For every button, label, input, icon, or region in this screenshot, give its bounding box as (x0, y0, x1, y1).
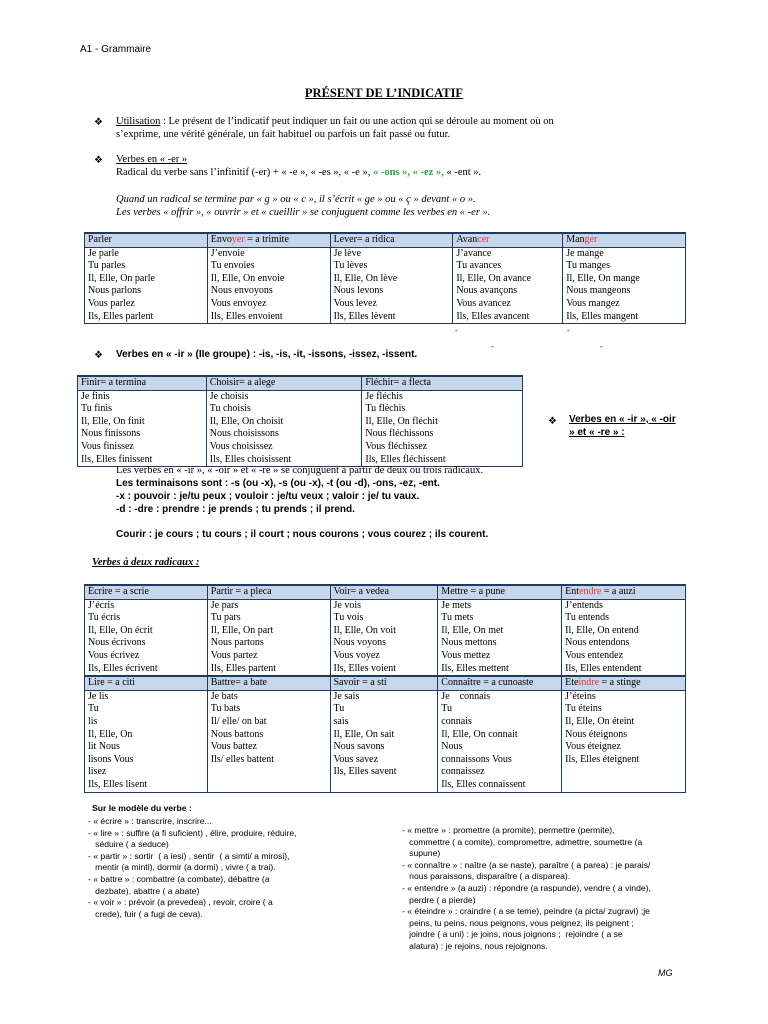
table-header-cell: Envoyer = a trimite (207, 233, 330, 247)
conjugation-line: Je fléchis (365, 390, 403, 402)
conjugation-line: Tu vois (333, 612, 364, 624)
conjugation-line: Il, Elle, On choisit (209, 415, 284, 427)
rule-line-5: Courir : je cours ; tu cours ; il court ; nous courons ; vous courez ; ils courent. (116, 529, 489, 540)
footnote-line: dezbate), abattre ( a abate) (88, 885, 200, 896)
conjugation-line: Il, Elle, On envoie (210, 272, 285, 284)
conjugation-line: Il, Elle, On mange (566, 272, 640, 284)
conjugation-line: Vous avancez (456, 297, 511, 309)
conjugation-line: Il, Elle, On lève (333, 272, 398, 284)
conjugation-line: Tu manges (566, 260, 610, 272)
conjugation-line: Je parle (88, 247, 119, 259)
footnote-line: peins, tu peins, nous peignons, vous peignez, ils peignent ; (402, 917, 634, 928)
conjugation-line: J’avance (456, 247, 492, 259)
conjugation-line: Il, Elle, On écrit (88, 624, 153, 636)
table-column-cell: Je lis Tu lis Il, Elle, On lit Nous lisons Vous lisez Ils, Elles lisent (85, 690, 208, 792)
conjugation-line: Je lève (333, 247, 362, 259)
footnote-line: supune) (402, 848, 441, 859)
footnote-line: - « partir » : sortir ( a iesi) , sentir ( a simti/ a mirosi), (88, 850, 290, 861)
conjugation-line: Tu fléchis (365, 403, 406, 415)
rule-line-4: -d : -dre : prendre : je prends ; tu prends ; il prend. (116, 504, 355, 515)
footnote-line: - « voir » : prévoir (a prevedea) , revoir, croire ( a (88, 897, 273, 908)
conjugation-line: Il, Elle, On parle (88, 272, 155, 284)
table-column-cell (78, 390, 207, 467)
footnote-line: crede), fuir ( a fugi de ceva). (88, 908, 203, 919)
footnote-left-title: Sur le modèle du verbe : (92, 803, 192, 813)
footnote-line: alatura) : je rejoins, nous rejoignons. (402, 940, 548, 951)
two-radicals-table (84, 584, 686, 793)
er-conjugation-table (84, 232, 686, 324)
footnotes-right (402, 825, 651, 953)
conjugation-line: Nous mettons (441, 637, 497, 649)
conjugation-line: Ils, Elles avancent (456, 310, 530, 322)
conjugation-line: Nous envoyons (210, 285, 273, 297)
table-header-cell: Voir= a vedea (330, 585, 438, 599)
conjugation-line: Vous fléchissez (365, 440, 428, 452)
conjugation-line: Vous partez (210, 649, 258, 661)
conjugation-line: Je pars (210, 599, 239, 611)
footnote-line: - « écrire » : transcrire, inscrire... (88, 816, 212, 826)
stray-dash: - (600, 342, 603, 351)
table-column-cell: Je connais Tu connais Il, Elle, On connait Nous connaissons Vous connaissez Ils, Elles connaissent (438, 690, 562, 792)
conjugation-line: Vous entendez (565, 649, 624, 661)
er-note-2: Les verbes « offrir », « ouvrir » et « cueillir » se conjuguent comme les verbes en « -er ». (116, 207, 491, 218)
footnote-line: - « éteindre » : craindre ( a se teme), peindre (a picta/ zugravi) ;je (402, 906, 650, 917)
conjugation-line: Il, Elle, On entend (565, 624, 639, 636)
conjugation-line: Nous mangeons (566, 285, 631, 297)
conjugation-line: Je mange (566, 247, 604, 259)
table-column-cell (207, 599, 330, 676)
conjugation-line: Nous fléchissons (365, 428, 434, 440)
conjugation-line: Nous levons (333, 285, 384, 297)
rule-line-3: -x : pouvoir : je/tu peux ; vouloir : je/tu veux ; valoir : je/ tu vaux. (116, 491, 420, 502)
conjugation-line: J’envoie (210, 247, 245, 259)
ir-conjugation-table (77, 375, 523, 467)
conjugation-line: Nous choisissons (209, 428, 279, 440)
rule-line-1: Les verbes en « -ir », « -oir » et « -re » se conjuguent à partir de deux ou trois radicaux. (116, 465, 484, 476)
er-section-label: Verbes en « -er » (116, 154, 188, 165)
page-title: PRÉSENT DE L’INDICATIF (304, 86, 464, 100)
conjugation-line: Nous écrivons (88, 637, 146, 649)
utilisation-line1: Utilisation : Le présent de l’indicatif peut indiquer un fait ou une action qui se déroule au moment où on (116, 116, 554, 127)
table-column-cell: Je sais Tu sais Il, Elle, On sait Nous savons Vous savez Ils, Elles savent (330, 690, 438, 792)
conjugation-line: Ils, Elles fléchissent (365, 453, 446, 465)
conjugation-line: Nous partons (210, 637, 264, 649)
table-column-cell (563, 247, 686, 324)
conjugation-line: Tu écris (88, 612, 121, 624)
conjugation-line: Il, Elle, On part (210, 624, 274, 636)
conjugation-line: Nous finissons (81, 428, 141, 440)
conjugation-line: Ils, Elles mangent (566, 310, 639, 322)
stray-dash: - (567, 326, 570, 335)
footnote-line: - « connaître » : naître (a se naste), paraître ( a parea) : je parais/ (402, 859, 651, 870)
footnote-line: perdre ( a pierde) (402, 894, 476, 905)
table-column-cell (206, 390, 362, 467)
footnote-line: - « battre » : combattre (a combate), débattre (a (88, 873, 270, 884)
conjugation-line: Ils, Elles parlent (88, 310, 154, 322)
ir-oir-re-label-line2: » et « -re » : (569, 427, 625, 438)
conjugation-line: Ils, Elles partent (210, 662, 277, 674)
footer-initials: MG (658, 968, 673, 978)
conjugation-line: Ils, Elles voient (333, 662, 396, 674)
bullet-icon: ❖ (94, 155, 103, 166)
utilisation-label: Utilisation (116, 116, 161, 127)
footnote-line: - « lire » : suffire (a fi suficient) , élire, produire, réduire, (88, 827, 297, 838)
conjugation-line: J’entends (565, 599, 603, 611)
footnote-line: nous paraissons, disparaître ( a disparea). (402, 871, 571, 882)
table-column-cell: J’éteins Tu éteins Il, Elle, On éteint Nous éteignons Vous éteignez Ils, Elles éteignent (562, 690, 686, 792)
conjugation-line: Ils, Elles choisissent (209, 453, 292, 465)
stray-dash: - (491, 342, 494, 351)
conjugation-line: Ils, Elles entendent (565, 662, 642, 674)
er-note-1: Quand un radical se termine par « g » ou « c », il s’écrit « ge » ou « ç » devant « o ». (116, 194, 476, 205)
utilisation-line2: s’exprime, une vérité générale, un fait habituel ou parfois un fait passé ou futur. (116, 129, 451, 140)
conjugation-line: Ils, Elles envoient (210, 310, 283, 322)
table-column-cell (562, 599, 686, 676)
footnote-line: - « entendre » (a auzi) : répondre (a raspunde), vendre ( a vinde), (402, 882, 651, 893)
table-header-cell: Avancer (453, 233, 563, 247)
conjugation-line: Nous avançons (456, 285, 518, 297)
conjugation-line: Ils, Elles lèvent (333, 310, 396, 322)
table-header-cell: Lire = a citi (85, 676, 208, 690)
table-header-cell: Eteindre = a stinge (562, 676, 686, 690)
page-header: A1 - Grammaire (80, 44, 152, 55)
table-header-cell: Savoir = a sti (330, 676, 438, 690)
conjugation-line: Vous finissez (81, 440, 134, 452)
table-header-cell: Entendre = a auzi (562, 585, 686, 599)
conjugation-line: Tu entends (565, 612, 609, 624)
conjugation-line: Vous voyez (333, 649, 380, 661)
footnote-line: commettre ( a comite), compromettre, admettre, soumettre (a (402, 836, 643, 847)
conjugation-line: Ils, Elles mettent (441, 662, 509, 674)
conjugation-line: Tu choisis (209, 403, 251, 415)
conjugation-line: Tu envoies (210, 260, 255, 272)
conjugation-line: Tu parles (88, 260, 126, 272)
bullet-icon: ❖ (94, 117, 103, 128)
stray-dash: - (455, 326, 458, 335)
table-header-cell: Choisir= a alege (206, 376, 362, 390)
conjugation-line: Vous écrivez (88, 649, 140, 661)
conjugation-line: Nous entendons (565, 637, 630, 649)
conjugation-line: Ils, Elles finissent (81, 453, 153, 465)
bullet-icon: ❖ (548, 416, 557, 427)
table-column-cell (330, 599, 438, 676)
table-header-cell: Fléchir= a flecta (362, 376, 523, 390)
conjugation-line: Il, Elle, On met (441, 624, 504, 636)
conjugation-line: Vous mettez (441, 649, 491, 661)
table-header-cell: Écrire = a scrie (85, 585, 208, 599)
table-header-cell: Connaître = a cunoaste (438, 676, 562, 690)
footnotes-left (88, 816, 297, 920)
conjugation-line: Je mets (441, 599, 472, 611)
conjugation-line: Tu finis (81, 403, 113, 415)
table-column-cell (85, 247, 208, 324)
table-column-cell (85, 599, 208, 676)
table-header-cell: Partir = a pleca (207, 585, 330, 599)
conjugation-line: Vous parlez (88, 297, 135, 309)
conjugation-line: Tu mets (441, 612, 474, 624)
conjugation-line: Vous levez (333, 297, 377, 309)
table-column-cell (453, 247, 563, 324)
conjugation-line: Vous mangez (566, 297, 620, 309)
conjugation-line: J’écris (88, 599, 115, 611)
ir-oir-re-label-line1: Verbes en « -ir », « -oir (569, 414, 676, 425)
er-radical-rule: Radical du verbe sans l’infinitif (-er) + « -e », « -es », « -e », « -ons », « -ez », « -ent ». (116, 167, 482, 178)
conjugation-line: Il, Elle, On finit (81, 415, 145, 427)
bullet-icon: ❖ (94, 350, 103, 361)
table-column-cell: Je bats Tu bats Il/ elle/ on bat Nous battons Vous battez Ils/ elles battent (207, 690, 330, 792)
conjugation-line: Ils, Elles écrivent (88, 662, 158, 674)
conjugation-line: Je choisis (209, 390, 249, 402)
table-column-cell (362, 390, 523, 467)
table-header-cell: Manger (563, 233, 686, 247)
table-header-cell: Battre= a bate (207, 676, 330, 690)
footnote-line: joindre ( a uni) : je joins, nous joignons ; rejoindre ( a se (402, 929, 623, 940)
conjugation-line: Vous choisissez (209, 440, 273, 452)
footnote-line: mentir (a minti), dormir (a dormi) , vivre ( a trai). (88, 862, 276, 873)
table-header-cell: Lever= a ridica (330, 233, 453, 247)
conjugation-line: Il, Elle, On voit (333, 624, 396, 636)
deux-radicaux-label: Verbes à deux radicaux : (92, 557, 200, 568)
footnote-line: séduire ( a seduce) (88, 839, 169, 850)
table-header-cell: Parler (85, 233, 208, 247)
ir-section-label: Verbes en « -ir » (IIe groupe) : -is, -is, -it, -issons, -issez, -issent. (116, 349, 418, 360)
conjugation-line: Il, Elle, On fléchit (365, 415, 438, 427)
conjugation-line: Tu lèves (333, 260, 368, 272)
table-column-cell (207, 247, 330, 324)
table-header-cell: Mettre = a pune (438, 585, 562, 599)
rule-line-2: Les terminaisons sont : -s (ou -x), -s (ou -x), -t (ou -d), -ons, -ez, -ent. (116, 478, 440, 489)
conjugation-line: Nous parlons (88, 285, 142, 297)
table-column-cell (438, 599, 562, 676)
footnote-line: - « mettre » : promettre (a promite), permettre (permite), (402, 825, 615, 835)
conjugation-line: Je finis (81, 390, 110, 402)
conjugation-line: Nous voyons (333, 637, 387, 649)
conjugation-line: Tu avances (456, 260, 502, 272)
table-header-cell: Finir= a termina (78, 376, 207, 390)
conjugation-line: Vous envoyez (210, 297, 267, 309)
table-column-cell (330, 247, 453, 324)
conjugation-line: Tu pars (210, 612, 241, 624)
conjugation-line: Je vois (333, 599, 361, 611)
conjugation-line: Il, Elle, On avance (456, 272, 532, 284)
